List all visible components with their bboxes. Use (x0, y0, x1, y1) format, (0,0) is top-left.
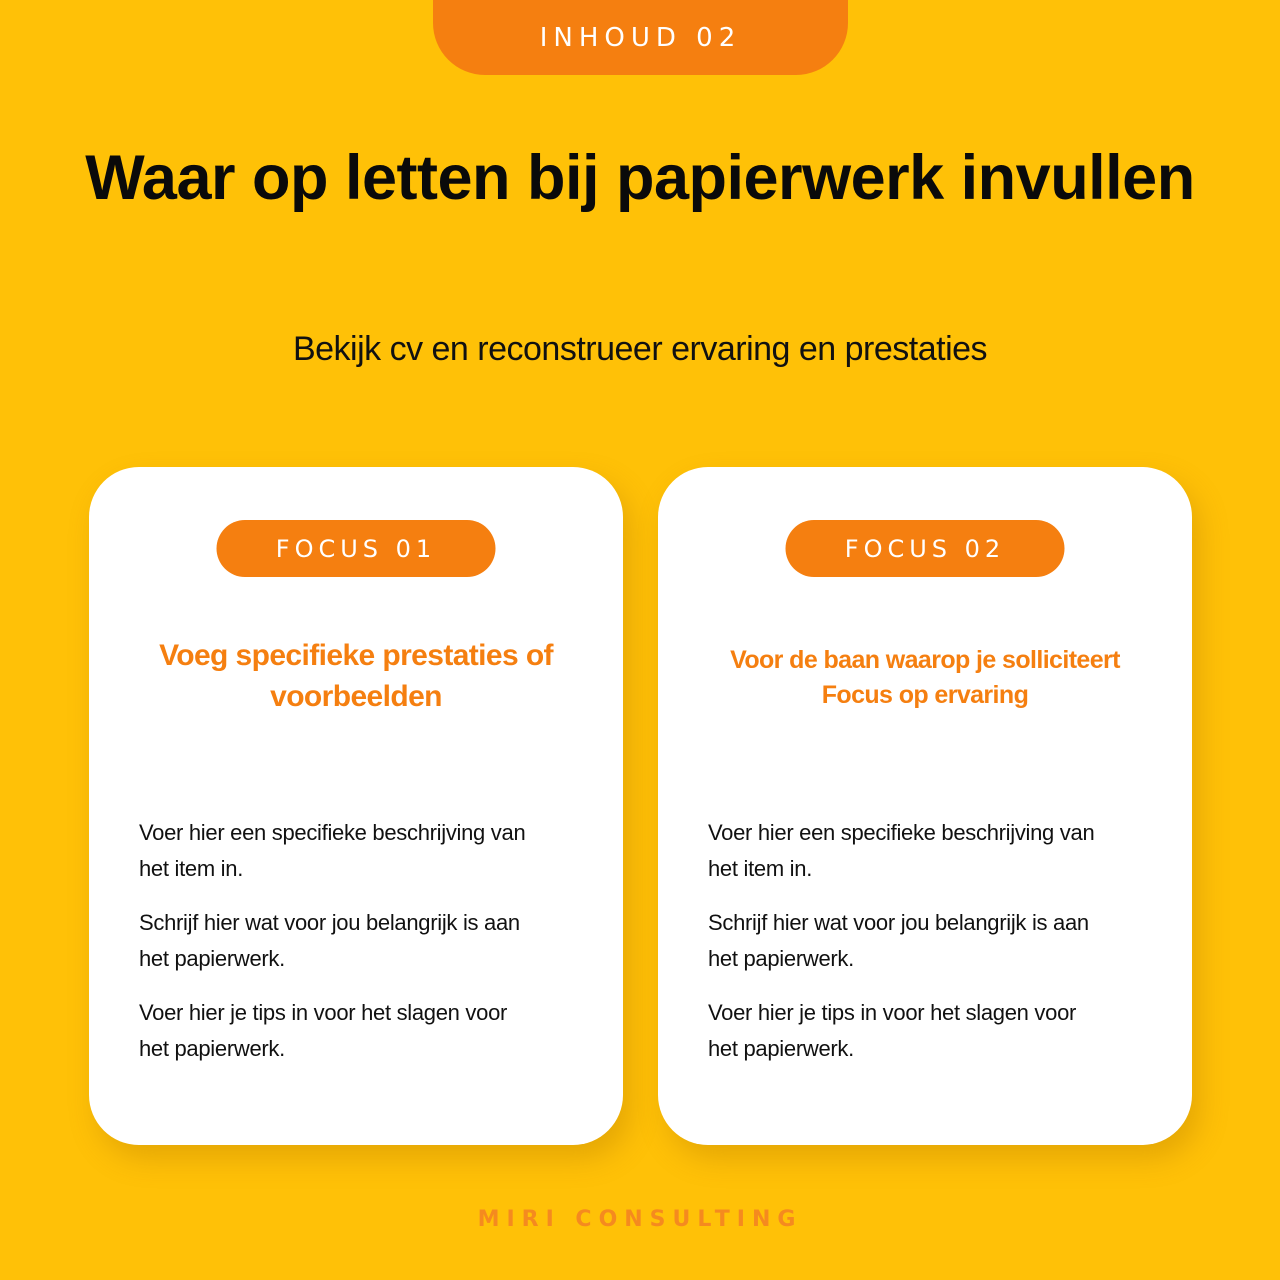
focus-badge-2 (786, 520, 1065, 577)
section-tab-label: INHOUD 02 (539, 23, 742, 53)
brand-footer: MIRI CONSULTING (477, 1207, 803, 1232)
page-title: Waar op letten bij papierwerk invullen (85, 143, 1195, 213)
card-paragraph: Schrijf hier wat voor jou belangrijk is aan het papierwerk. (139, 910, 520, 971)
focus-badge-1 (217, 520, 496, 577)
card-paragraph: Voer hier je tips in voor het slagen voor het papierwerk. (139, 1000, 508, 1061)
page-subtitle: Bekijk cv en reconstrueer ervaring en prestaties (292, 330, 988, 368)
card-paragraph: Voer hier een specifieke beschrijving van het item in. (708, 820, 1095, 881)
focus-badge-label: FOCUS 01 (275, 534, 437, 563)
focus-card-2 (658, 467, 1192, 1145)
focus-card-heading-line: Focus op ervaring (821, 681, 1029, 709)
focus-badge-label: FOCUS 02 (844, 534, 1006, 563)
card-paragraph: Schrijf hier wat voor jou belangrijk is aan het papierwerk. (708, 910, 1089, 971)
focus-card-heading: Voeg specifieke prestaties of voorbeelden (159, 639, 553, 713)
focus-card-body (139, 815, 539, 1085)
focus-card-1 (89, 467, 623, 1145)
card-paragraph: Voer hier een specifieke beschrijving van het item in. (139, 820, 526, 881)
focus-card-heading (688, 643, 1162, 713)
focus-card-body (708, 815, 1108, 1085)
focus-card-heading-line: Voor de baan waarop je solliciteert (730, 646, 1120, 674)
card-paragraph: Voer hier je tips in voor het slagen voor het papierwerk. (708, 1000, 1077, 1061)
section-tab (433, 0, 848, 75)
